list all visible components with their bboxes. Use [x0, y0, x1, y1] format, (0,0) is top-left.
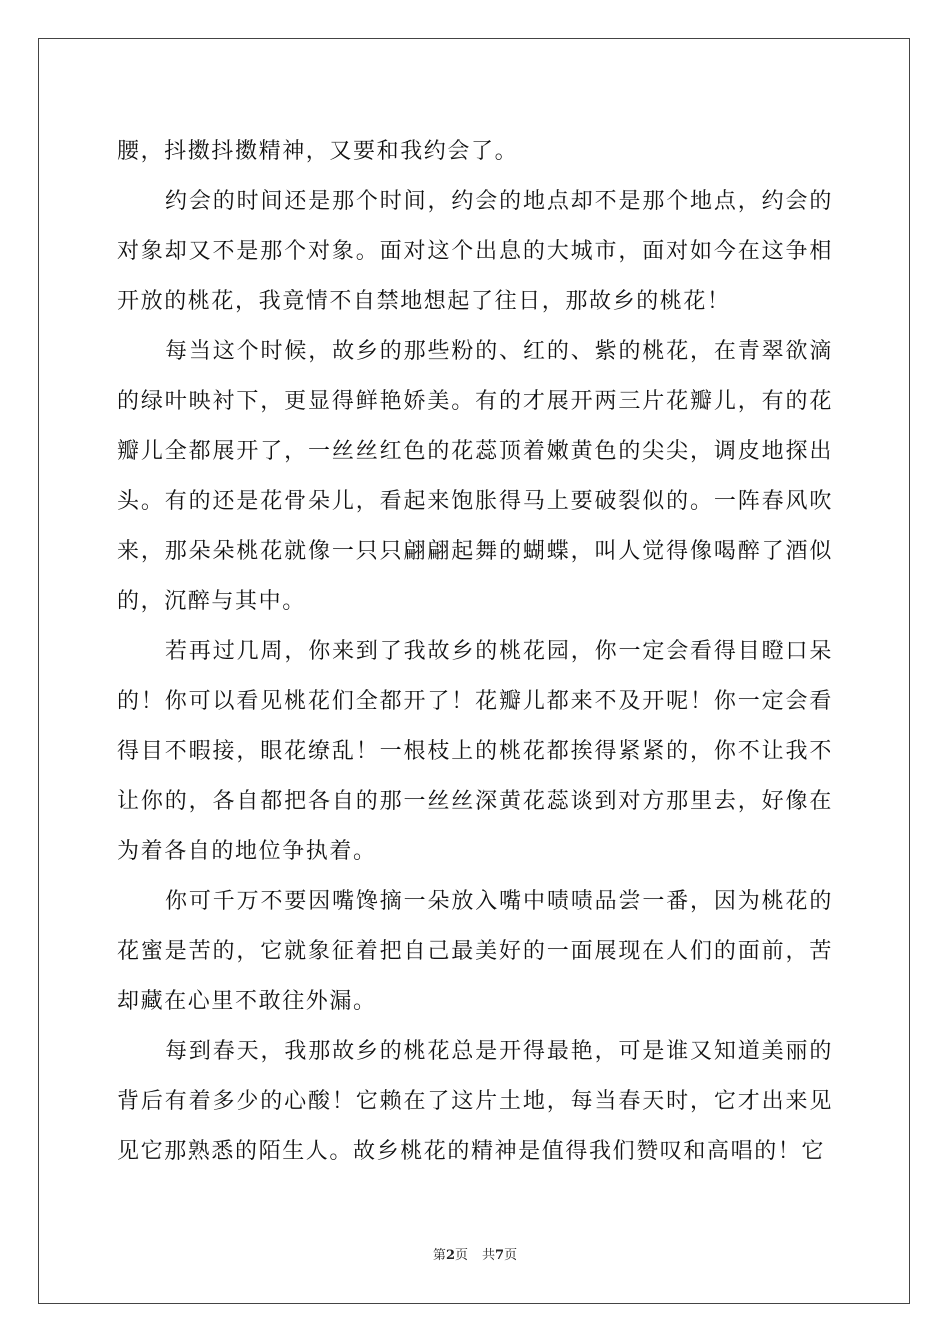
- document-body: [117, 127, 833, 1177]
- total-pages-label: 共7页: [482, 1248, 518, 1263]
- paragraph-1: 腰，抖擞抖擞精神，又要和我约会了。: [117, 139, 519, 164]
- page-number-label: 第2页: [432, 1248, 468, 1263]
- total-pages-number: 7: [495, 1248, 505, 1263]
- page-footer: [0, 1246, 950, 1266]
- paragraph-3: 每当这个时候，故乡的那些粉的、红的、紫的桃花，在青翠欲滴的绿叶映衬下，更显得鲜艳娇美。有的才展开两三片花瓣儿，有的花瓣儿全都展开了，一丝丝红色的花蕊顶着嫩黄色的尖尖，调皮地探出头。有的还是花骨朵儿，看起来饱胀得马上要破裂似的。一阵春风吹来，那朵朵桃花就像一只只翩翩起舞的蝴蝶，叫人觉得像喝醉了酒似的，沉醉与其中。: [117, 339, 833, 614]
- paragraph-2: 约会的时间还是那个时间，约会的地点却不是那个地点，约会的对象却又不是那个对象。面对这个出息的大城市，面对如今在这争相开放的桃花，我竟情不自禁地想起了往日，那故乡的桃花！: [117, 189, 833, 314]
- paragraph-4: 若再过几周，你来到了我故乡的桃花园，你一定会看得目瞪口呆的！你可以看见桃花们全都开了！花瓣儿都来不及开呢！你一定会看得目不暇接，眼花缭乱！一根枝上的桃花都挨得紧紧的，你不让我不让你的，各自都把各自的那一丝丝深黄花蕊谈到对方那里去，好像在为着各自的地位争执着。: [117, 639, 833, 864]
- paragraph-5: 你可千万不要因嘴馋摘一朵放入嘴中啧啧品尝一番，因为桃花的花蜜是苦的，它就象征着把自己最美好的一面展现在人们的面前，苦却藏在心里不敢往外漏。: [117, 889, 833, 1014]
- current-page-number: 2: [445, 1248, 455, 1263]
- paragraph-6: 每到春天，我那故乡的桃花总是开得最艳，可是谁又知道美丽的背后有着多少的心酸！它赖在了这片土地，每当春天时，它才出来见见它那熟悉的陌生人。故乡桃花的精神是值得我们赞叹和高唱的！它: [117, 1039, 833, 1164]
